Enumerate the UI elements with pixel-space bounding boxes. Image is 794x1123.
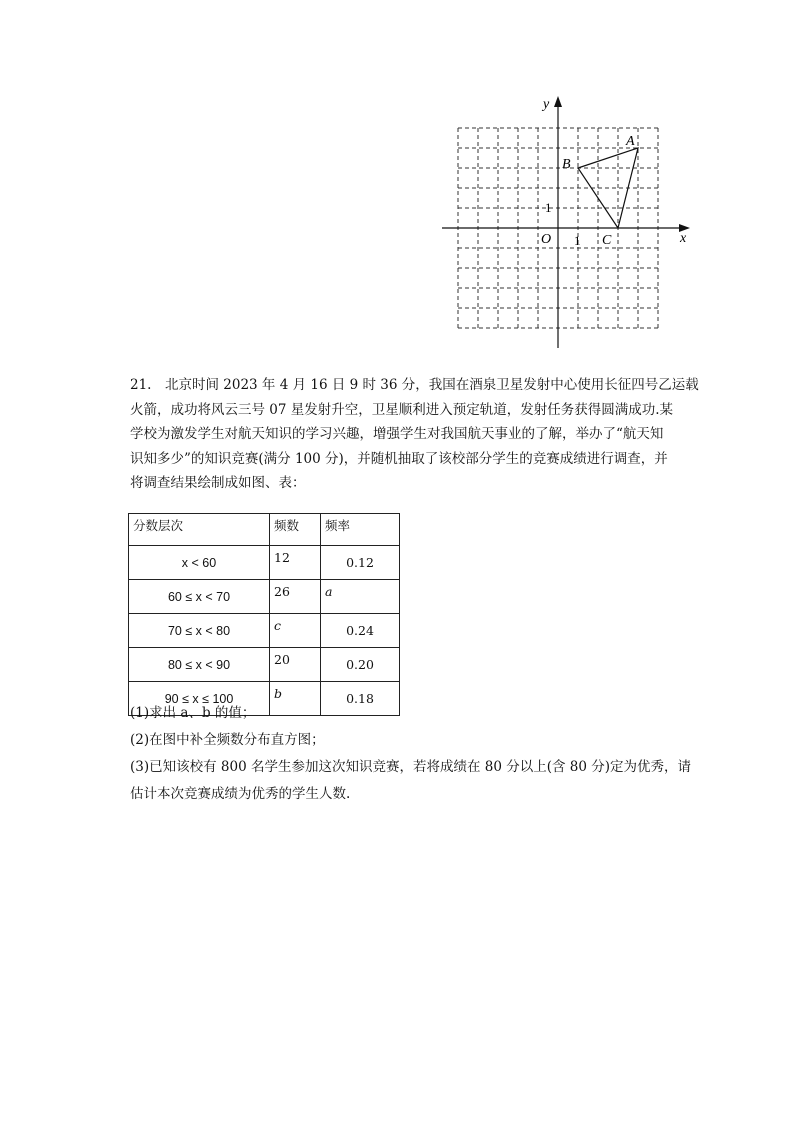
cell-range: x < 60: [129, 546, 270, 580]
point-b-label: B: [562, 157, 571, 172]
cell-rate: 0.24: [321, 614, 400, 648]
table-header-row: [129, 514, 400, 546]
cell-count: 12: [270, 546, 321, 580]
x-axis-label: x: [680, 231, 687, 246]
cell-rate: 0.12: [321, 546, 400, 580]
cell-rate: a: [321, 580, 400, 614]
point-c-label: C: [602, 233, 612, 248]
cell-range: 60 ≤ x < 70: [129, 580, 270, 614]
origin-label: O: [541, 232, 552, 247]
sub-question-1: (1)求出 a、b 的值；: [130, 705, 256, 721]
header-count: 频数: [270, 514, 321, 546]
table-row: [129, 648, 400, 682]
sub-questions: [130, 700, 700, 808]
sub-question-3: (3)已知该校有 800 名学生参加这次知识竞赛，若将成绩在 80 分以上(含 80 分)定为优秀，请: [130, 759, 692, 775]
question-line: 21. 北京时间 2023 年 4 月 16 日 9 时 36 分，我国在酒泉卫星发射中心使用长征四号乙运载: [130, 377, 699, 393]
cell-count: c: [270, 614, 321, 648]
point-a-label: A: [626, 134, 635, 149]
table-row: [129, 546, 400, 580]
cell-count: 26: [270, 580, 321, 614]
x-unit-label: 1: [574, 233, 581, 248]
question-21-text: [130, 373, 699, 496]
cell-count: 20: [270, 648, 321, 682]
cell-range: 80 ≤ x < 90: [129, 648, 270, 682]
cell-count: b: [270, 682, 321, 716]
header-rate: 频率: [321, 514, 400, 546]
question-line: 火箭，成功将风云三号 07 星发射升空，卫星顺利进入预定轨道，发射任务获得圆满成功.某: [130, 401, 674, 418]
table-row: [129, 580, 400, 614]
sub-question-3-cont: 估计本次竞赛成绩为优秀的学生人数.: [130, 786, 351, 802]
cell-range: 90 ≤ x ≤ 100: [129, 682, 270, 716]
header-score-range: 分数层次: [129, 514, 270, 546]
sub-question-2: (2)在图中补全频数分布直方图；: [130, 732, 325, 748]
cell-range: 70 ≤ x < 80: [129, 614, 270, 648]
question-line: 将调查结果绘制成如图、表：: [130, 475, 306, 491]
y-unit-label: 1: [545, 200, 552, 215]
cell-rate: 0.20: [321, 648, 400, 682]
question-line: 识知多少”的知识竞赛(满分 100 分)，并随机抽取了该校部分学生的竞赛成绩进行调查，并: [130, 450, 668, 467]
table-row: [129, 614, 400, 648]
question-line: 学校为激发学生对航天知识的学习兴趣，增强学生对我国航天事业的了解，举办了“航天知: [130, 426, 664, 442]
axes: [442, 96, 690, 348]
coordinate-grid-figure: [436, 92, 696, 354]
cell-rate: 0.18: [321, 682, 400, 716]
y-axis-label: y: [543, 97, 550, 112]
frequency-table: [128, 513, 400, 716]
